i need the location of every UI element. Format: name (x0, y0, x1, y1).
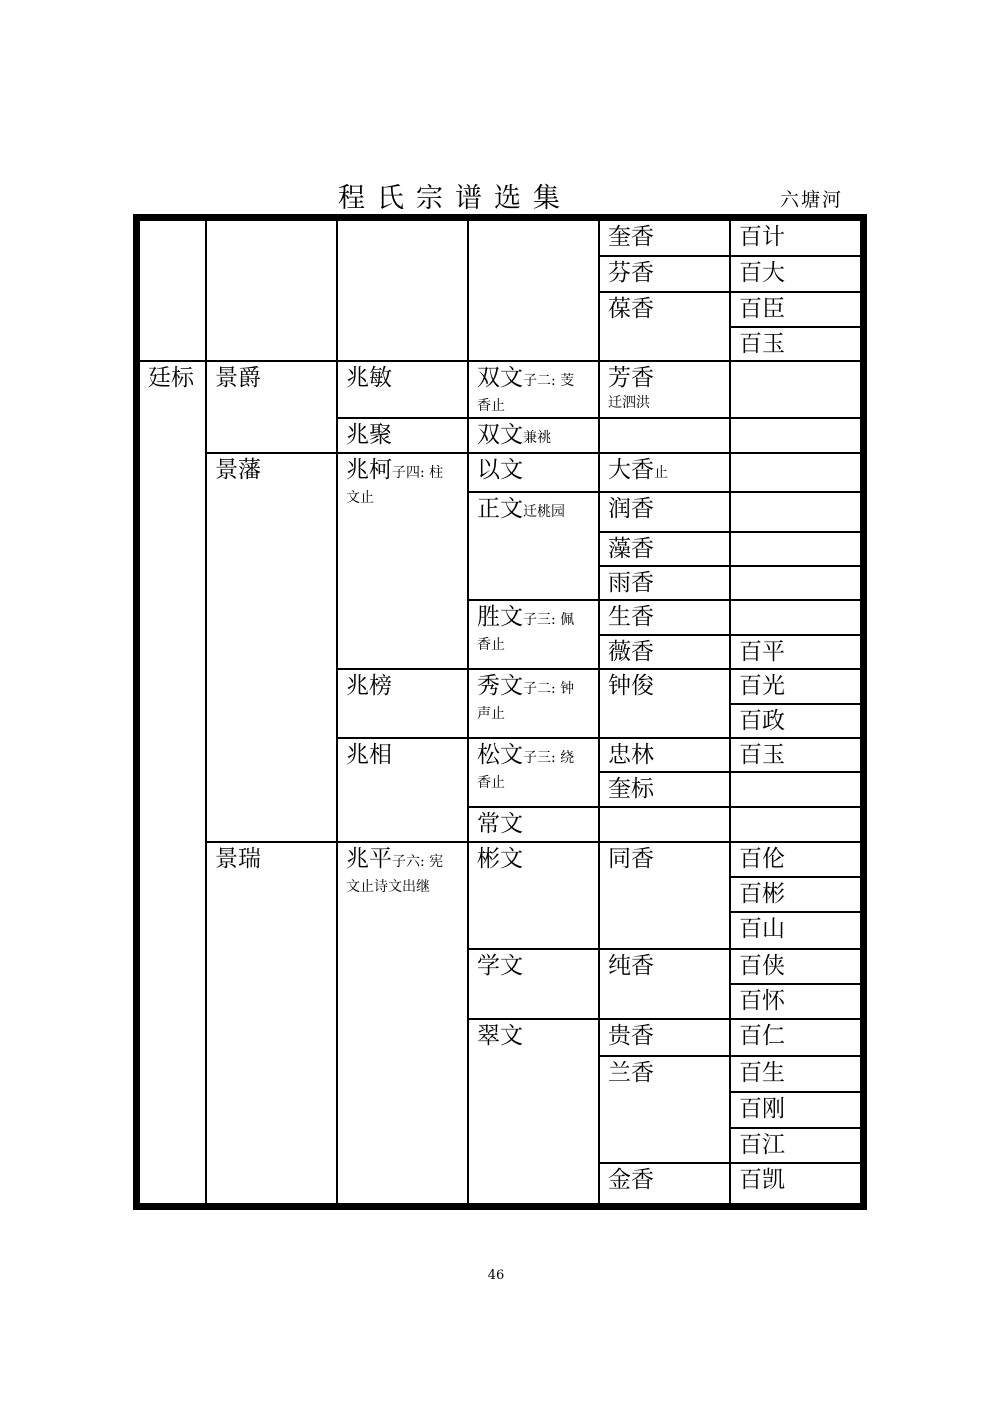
grid-hline (468, 491, 861, 493)
table-cell (739, 260, 856, 286)
table-cell (477, 742, 594, 795)
table-cell (477, 1023, 594, 1049)
table-cell (215, 365, 332, 391)
annotation-text: 声止 (477, 705, 505, 722)
table-cell (148, 365, 201, 391)
grid-hline (730, 1127, 861, 1129)
great-grandson-name: 芳香 (608, 365, 654, 391)
descendant-name: 百彬 (739, 881, 785, 907)
table-cell (477, 811, 594, 837)
grid-hline (337, 417, 861, 419)
descendant-name: 百伦 (739, 846, 785, 872)
table-cell (739, 988, 856, 1014)
table-cell (477, 673, 594, 726)
table-cell (608, 536, 725, 562)
annotation-text: 兼祧 (523, 430, 551, 446)
grid-hline (730, 876, 861, 878)
descendant-name: 百计 (739, 224, 785, 250)
table-cell (739, 916, 856, 942)
table-cell (477, 422, 594, 451)
descendant-name: 百平 (739, 639, 785, 665)
table-cell (346, 365, 463, 391)
grid-vline (205, 220, 207, 1204)
table-cell (346, 457, 463, 510)
table-cell (739, 1023, 856, 1049)
grid-hline (599, 565, 861, 567)
table-cell (608, 742, 725, 768)
grid-hline (468, 1018, 861, 1020)
table-cell (346, 422, 463, 448)
descendant-name: 百刚 (739, 1096, 785, 1122)
table-cell (608, 224, 725, 250)
table-cell (608, 953, 725, 979)
great-grandson-name: 钟俊 (608, 673, 654, 699)
grid-hline (599, 291, 861, 293)
great-grandson-name: 忠林 (608, 742, 654, 768)
page-number: 46 (487, 1268, 505, 1283)
table-cell (608, 1167, 725, 1193)
annotation-text: 香止 (477, 774, 505, 791)
great-grandson-name: 贵香 (608, 1023, 654, 1049)
table-cell (608, 846, 725, 872)
grid-vline (336, 220, 338, 1204)
descendant-name: 百山 (739, 916, 785, 942)
annotation-text: 迁泗洪 (608, 395, 650, 412)
table-cell (346, 742, 463, 768)
grandson-name: 双文 (477, 422, 523, 448)
annotation-text: 文止 (346, 489, 374, 506)
grid-hline (206, 841, 861, 843)
table-cell (608, 673, 725, 699)
great-grandson-name: 纯香 (608, 953, 654, 979)
table-cell (608, 260, 725, 286)
descendant-name: 百大 (739, 260, 785, 286)
great-grandson-name: 兰香 (608, 1060, 654, 1086)
annotation-text: 香止 (477, 397, 505, 414)
table-cell (477, 604, 594, 657)
grid-vline (467, 220, 469, 1204)
table-cell (739, 1096, 856, 1122)
grandson-name: 翠文 (477, 1023, 523, 1049)
grandson-name: 秀文 (477, 673, 523, 699)
grandfather-name: 廷标 (148, 365, 194, 391)
grandson-name: 胜文 (477, 604, 523, 630)
grid-hline (139, 360, 861, 362)
grid-hline (468, 948, 861, 950)
table-cell (477, 846, 594, 872)
table-cell (477, 953, 594, 979)
grid-hline (599, 1162, 861, 1164)
annotation-text: 子四: 柱 (392, 465, 444, 481)
grandson-name: 松文 (477, 742, 523, 768)
grandson-name: 常文 (477, 811, 523, 837)
great-grandson-name: 金香 (608, 1167, 654, 1193)
great-grandson-name: 薇香 (608, 639, 654, 665)
annotation-text: 止 (654, 465, 668, 481)
descendant-name: 百臣 (739, 296, 785, 322)
table-cell (608, 457, 725, 486)
son-name: 兆聚 (346, 422, 392, 448)
table-cell (215, 846, 332, 872)
grid-hline (468, 806, 861, 808)
descendant-name: 百玉 (739, 331, 785, 357)
descendant-name: 百凯 (739, 1167, 785, 1193)
son-name: 兆榜 (346, 673, 392, 699)
great-grandson-name: 奎标 (608, 776, 654, 802)
table-cell (739, 331, 856, 357)
great-grandson-name: 生香 (608, 604, 654, 630)
table-cell (739, 881, 856, 907)
table-cell (477, 496, 594, 525)
descendant-name: 百怀 (739, 988, 785, 1014)
annotation-text: 迁桃园 (523, 504, 565, 520)
table-cell (739, 708, 856, 734)
descendant-name: 百江 (739, 1132, 785, 1158)
grid-hline (599, 771, 861, 773)
table-cell (739, 673, 856, 699)
table-cell (346, 846, 463, 899)
grid-hline (730, 326, 861, 328)
grid-hline (337, 737, 861, 739)
descendant-name: 百玉 (739, 742, 785, 768)
descendant-name: 百政 (739, 708, 785, 734)
descendant-name: 百光 (739, 673, 785, 699)
annotation-text: 子二: 钟 (523, 681, 575, 697)
table-cell (215, 457, 332, 483)
son-name: 兆柯 (346, 457, 392, 483)
place-name: 六塘河 (780, 189, 844, 211)
descendant-name: 百生 (739, 1060, 785, 1086)
grid-hline (730, 911, 861, 913)
table-cell (608, 1060, 725, 1086)
great-grandson-name: 奎香 (608, 224, 654, 250)
grid-hline (206, 452, 861, 454)
table-cell (346, 673, 463, 699)
table-cell (739, 953, 856, 979)
table-cell (739, 296, 856, 322)
table-cell (477, 365, 594, 418)
great-grandson-name: 雨香 (608, 570, 654, 596)
table-cell (477, 457, 594, 483)
table-cell (739, 1167, 856, 1193)
grandson-name: 彬文 (477, 846, 523, 872)
annotation-text: 子六: 宪 (392, 854, 444, 870)
son-name: 兆敏 (346, 365, 392, 391)
great-grandson-name: 葆香 (608, 296, 654, 322)
grandson-name: 以文 (477, 457, 523, 483)
grandson-name: 学文 (477, 953, 523, 979)
annotation-text: 子三: 绕 (523, 750, 575, 766)
great-grandson-name: 芬香 (608, 260, 654, 286)
table-cell (608, 776, 725, 802)
table-cell (739, 1132, 856, 1158)
great-grandson-name: 藻香 (608, 536, 654, 562)
grid-hline (730, 703, 861, 705)
father-name: 景爵 (215, 365, 261, 391)
table-cell (608, 570, 725, 596)
grid-hline (599, 634, 861, 636)
descendant-name: 百侠 (739, 953, 785, 979)
grid-hline (730, 983, 861, 985)
table-cell (608, 639, 725, 665)
grid-hline (468, 599, 861, 601)
grid-hline (730, 1091, 861, 1093)
page-title: 程氏宗谱选集 (338, 183, 572, 214)
table-cell (739, 742, 856, 768)
grid-hline (599, 1055, 861, 1057)
son-name: 兆相 (346, 742, 392, 768)
table-cell (739, 639, 856, 665)
annotation-text: 子三: 佩 (523, 612, 575, 628)
annotation-text: 子二: 芰 (523, 373, 575, 389)
son-name: 兆平 (346, 846, 392, 872)
annotation-text: 文止诗文出继 (346, 878, 430, 895)
annotation-text: 香止 (477, 636, 505, 653)
table-cell (608, 496, 725, 522)
great-grandson-name: 大香 (608, 457, 654, 483)
table-cell (608, 604, 725, 630)
table-cell (739, 1060, 856, 1086)
table-cell (608, 1023, 725, 1049)
great-grandson-name: 同香 (608, 846, 654, 872)
table-cell (739, 846, 856, 872)
father-name: 景藩 (215, 457, 261, 483)
table-cell (608, 365, 725, 416)
grandson-name: 正文 (477, 496, 523, 522)
grandson-name: 双文 (477, 365, 523, 391)
table-cell (739, 224, 856, 250)
grid-hline (337, 668, 861, 670)
grid-hline (599, 255, 861, 257)
grid-hline (599, 531, 861, 533)
descendant-name: 百仁 (739, 1023, 785, 1049)
great-grandson-name: 润香 (608, 496, 654, 522)
table-cell (608, 296, 725, 322)
father-name: 景瑞 (215, 846, 261, 872)
